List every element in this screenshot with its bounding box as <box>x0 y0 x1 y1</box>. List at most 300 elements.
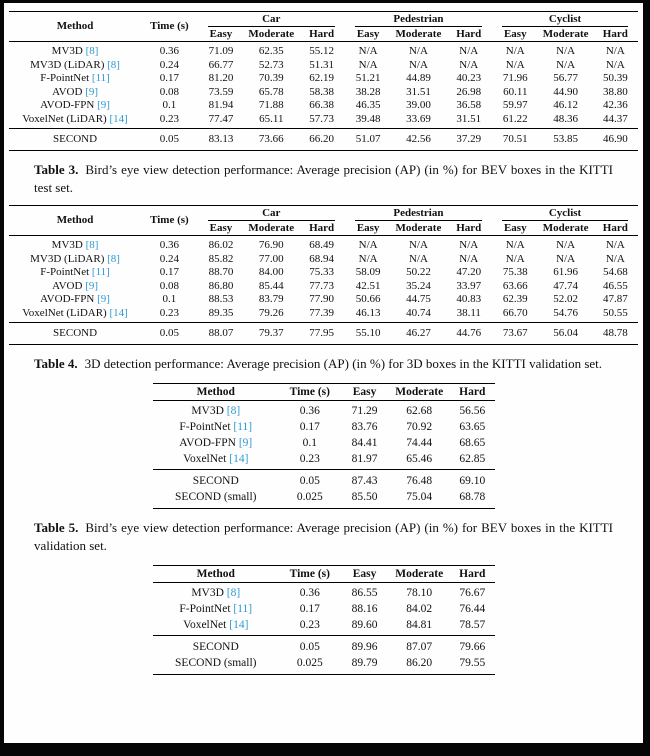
difficulty-header: Hard <box>309 28 335 40</box>
ap-value-cell: 75.33 <box>309 266 334 279</box>
ap-value-cell: N/A <box>505 45 525 57</box>
time-cell: 0.36 <box>159 239 180 252</box>
ap-value-cell: 55.10 <box>355 327 381 340</box>
ap-value-cell: 66.38 <box>309 99 334 111</box>
ap-value-cell: 75.04 <box>406 490 433 503</box>
method-name: AVOD-FPN <box>40 99 95 111</box>
citation-link[interactable]: [8] <box>85 45 99 57</box>
ap-value-cell: 68.49 <box>309 239 334 252</box>
results-table <box>9 11 638 151</box>
table-head <box>153 566 495 583</box>
ap-value-cell: N/A <box>408 45 428 57</box>
difficulty-header: Moderate <box>542 222 589 235</box>
second-result-row <box>9 323 638 345</box>
second-result-row <box>153 636 495 656</box>
baseline-rows <box>9 42 638 129</box>
citation-link[interactable]: [8] <box>85 239 99 252</box>
class-group-label: Cyclist <box>502 207 628 222</box>
ap-value-cell: 79.37 <box>258 327 284 340</box>
ap-value-cell: 85.44 <box>258 279 284 292</box>
method-cell <box>153 419 280 435</box>
ap-value-cell: 40.74 <box>406 306 431 319</box>
class-group-header <box>198 206 345 222</box>
time-cell: 0.24 <box>159 252 180 265</box>
citation-link[interactable]: [8] <box>107 252 120 265</box>
ap-value-cell: 63.66 <box>502 279 528 292</box>
method-cell <box>153 451 280 470</box>
ap-value-cell: 51.21 <box>355 72 381 84</box>
ap-value-cell: 81.97 <box>351 452 378 465</box>
ap-value-cell: N/A <box>556 45 576 57</box>
result-row <box>9 293 638 307</box>
ap-value-cell: 57.73 <box>309 112 334 125</box>
ap-value-cell: 89.35 <box>208 306 234 319</box>
second-result-row <box>153 655 495 675</box>
ap-value-cell: 39.48 <box>355 112 381 125</box>
difficulty-header: Easy <box>503 222 527 235</box>
method-cell <box>153 636 280 656</box>
method-name: AVOD <box>52 279 83 292</box>
ap-value-cell: N/A <box>408 58 428 71</box>
citation-link[interactable]: [9] <box>238 436 253 449</box>
ap-value-cell: 62.68 <box>406 404 433 417</box>
result-row <box>9 236 638 253</box>
ap-value-cell: 38.28 <box>355 85 381 98</box>
method-name: SECOND (small) <box>175 657 257 670</box>
ap-value-cell: 44.76 <box>456 327 482 340</box>
ap-value-cell: 52.02 <box>553 293 578 306</box>
ap-value-cell: N/A <box>459 252 479 265</box>
ap-value-cell: 85.50 <box>351 490 378 503</box>
baseline-rows <box>9 236 638 323</box>
ap-value-cell: N/A <box>358 58 378 71</box>
result-row <box>153 451 495 470</box>
ap-value-cell: 47.20 <box>456 266 482 279</box>
citation-link[interactable]: [8] <box>107 58 120 71</box>
baseline-rows <box>153 400 495 469</box>
method-cell <box>153 583 280 602</box>
time-cell: 0.36 <box>159 45 180 57</box>
method-name: VoxelNet <box>183 452 227 465</box>
ap-value-cell: 50.39 <box>602 72 628 84</box>
citation-link[interactable]: [8] <box>226 404 241 417</box>
ap-value-cell: 77.47 <box>208 112 234 125</box>
method-cell <box>9 112 141 129</box>
method-cell <box>9 279 141 293</box>
results-table <box>153 565 495 675</box>
ap-value-cell: 44.37 <box>602 112 628 125</box>
citation-link[interactable]: [14] <box>109 112 128 125</box>
ap-value-cell: N/A <box>505 58 525 71</box>
method-column-header: Method <box>196 385 235 398</box>
citation-link[interactable]: [14] <box>109 306 128 319</box>
difficulty-header: Moderate <box>395 28 442 40</box>
method-name: SECOND (small) <box>175 490 257 503</box>
difficulty-header: Easy <box>503 28 527 40</box>
time-cell: 0.23 <box>159 112 180 125</box>
time-column-header: Time (s) <box>289 385 330 398</box>
difficulty-header: Moderate <box>248 222 295 235</box>
method-name: MV3D <box>191 587 224 600</box>
ap-value-cell: 71.09 <box>208 45 234 57</box>
ap-value-cell: 47.87 <box>602 293 628 306</box>
ap-value-cell: 56.77 <box>553 72 578 84</box>
ap-value-cell: 77.95 <box>309 327 334 340</box>
ap-value-cell: N/A <box>459 239 479 252</box>
ap-value-cell: 58.09 <box>355 266 381 279</box>
difficulty-header: Easy <box>352 568 377 581</box>
caption-table-3 <box>34 161 613 199</box>
ap-value-cell: 37.29 <box>456 133 482 145</box>
result-row <box>153 617 495 636</box>
ap-value-cell: 65.78 <box>258 85 284 98</box>
class-group-header <box>345 12 492 28</box>
ap-value-cell: 89.79 <box>351 657 378 670</box>
result-row <box>9 85 638 99</box>
ap-value-cell: 36.58 <box>456 99 482 111</box>
second-result-row <box>9 129 638 151</box>
ap-value-cell: 76.67 <box>459 587 486 600</box>
difficulty-header: Hard <box>309 222 335 235</box>
ap-value-cell: 51.07 <box>355 133 381 145</box>
ap-value-cell: 38.11 <box>456 306 481 319</box>
method-cell <box>9 99 141 113</box>
citation-link[interactable]: [14] <box>229 619 249 632</box>
time-cell: 0.1 <box>302 436 317 449</box>
time-cell: 0.025 <box>296 657 323 670</box>
result-row <box>9 72 638 86</box>
difficulty-header: Easy <box>356 28 380 40</box>
time-cell: 0.05 <box>159 327 180 340</box>
class-group-label: Car <box>208 13 335 28</box>
ap-value-cell: 40.23 <box>456 72 482 84</box>
ap-value-cell: 61.96 <box>553 266 578 279</box>
result-row <box>9 42 638 59</box>
result-row <box>9 112 638 129</box>
result-row <box>9 58 638 72</box>
ap-value-cell: 86.20 <box>406 657 433 670</box>
method-name: AVOD <box>52 85 83 98</box>
class-group-label: Car <box>208 207 335 222</box>
method-cell <box>9 85 141 99</box>
header-row <box>153 383 495 400</box>
time-cell: 0.17 <box>159 72 180 84</box>
class-group-header <box>492 12 638 28</box>
table-bev-test-set <box>9 205 638 345</box>
time-cell: 0.23 <box>299 452 320 465</box>
ap-value-cell: 70.39 <box>258 72 284 84</box>
ap-value-cell: 71.96 <box>502 72 528 84</box>
ap-value-cell: N/A <box>408 239 428 252</box>
ap-value-cell: 55.12 <box>309 45 334 57</box>
ap-value-cell: 79.55 <box>459 657 486 670</box>
method-cell <box>153 489 280 509</box>
ap-value-cell: 75.38 <box>502 266 528 279</box>
caption-table-4 <box>34 355 613 374</box>
ap-value-cell: 46.55 <box>602 279 628 292</box>
method-cell <box>9 323 141 345</box>
ap-value-cell: 88.07 <box>208 327 234 340</box>
ap-value-cell: 73.67 <box>502 327 528 340</box>
ap-value-cell: N/A <box>505 239 525 252</box>
group-header-row <box>9 12 638 28</box>
citation-link[interactable]: [11] <box>233 420 253 433</box>
ap-value-cell: 63.65 <box>459 420 486 433</box>
difficulty-header: Hard <box>456 222 482 235</box>
time-cell: 0.17 <box>159 266 180 279</box>
ap-value-cell: 31.51 <box>456 112 482 125</box>
ap-value-cell: 44.89 <box>406 72 431 84</box>
difficulty-header: Hard <box>456 28 482 40</box>
time-cell: 0.05 <box>159 133 180 145</box>
citation-link[interactable]: [9] <box>97 293 110 306</box>
ap-value-cell: 47.74 <box>553 279 578 292</box>
method-name: MV3D <box>51 45 83 57</box>
ap-value-cell: 42.51 <box>355 279 381 292</box>
ap-value-cell: 76.44 <box>459 603 486 616</box>
time-cell: 0.05 <box>299 641 320 654</box>
method-cell <box>9 306 141 323</box>
ap-value-cell: 62.19 <box>309 72 334 84</box>
method-cell <box>153 469 280 489</box>
ap-value-cell: 62.35 <box>258 45 284 57</box>
ap-value-cell: N/A <box>505 252 525 265</box>
ap-value-cell: 83.13 <box>208 133 234 145</box>
ap-value-cell: 88.16 <box>351 603 378 616</box>
method-cell <box>9 252 141 266</box>
time-column-header: Time (s) <box>150 214 189 227</box>
second-result-row <box>153 469 495 489</box>
ap-value-cell: 71.88 <box>258 99 284 111</box>
ap-value-cell: 70.51 <box>502 133 528 145</box>
difficulty-header: Easy <box>356 222 380 235</box>
method-name: SECOND <box>192 474 239 487</box>
citation-link[interactable]: [8] <box>226 587 241 600</box>
method-column-header: Method <box>196 568 235 581</box>
time-cell: 0.05 <box>299 474 320 487</box>
ap-value-cell: N/A <box>556 252 576 265</box>
second-rows <box>153 636 495 675</box>
ap-value-cell: 65.46 <box>406 452 433 465</box>
ap-value-cell: 33.69 <box>406 112 431 125</box>
result-row <box>9 266 638 280</box>
ap-value-cell: 78.57 <box>459 619 486 632</box>
ap-value-cell: 46.90 <box>602 133 628 145</box>
result-row <box>153 435 495 451</box>
table-head <box>153 383 495 400</box>
ap-value-cell: 59.97 <box>502 99 528 111</box>
ap-value-cell: 81.94 <box>208 99 234 111</box>
table-head <box>9 12 638 42</box>
class-group-label: Pedestrian <box>355 207 482 222</box>
method-name: MV3D <box>191 404 224 417</box>
method-cell <box>9 42 141 59</box>
result-row <box>153 583 495 602</box>
ap-value-cell: 52.73 <box>258 58 284 71</box>
ap-value-cell: 56.04 <box>553 327 578 340</box>
ap-value-cell: 53.85 <box>553 133 578 145</box>
second-rows <box>9 323 638 345</box>
ap-value-cell: 42.56 <box>406 133 431 145</box>
method-name: MV3D <box>51 239 83 252</box>
caption-table-5 <box>34 519 613 557</box>
ap-value-cell: 84.00 <box>258 266 284 279</box>
method-cell <box>9 72 141 86</box>
ap-value-cell: 77.00 <box>258 252 284 265</box>
ap-value-cell: N/A <box>408 252 428 265</box>
difficulty-header: Hard <box>602 28 628 40</box>
caption-text: Bird’s eye view detection performance: Average precision (AP) (in %) for BEV boxes in the KITTI test set. <box>34 161 614 196</box>
ap-value-cell: 56.56 <box>459 404 486 417</box>
caption-text: Bird’s eye view detection performance: Average precision (AP) (in %) for BEV boxes in the KITTI validation set. <box>34 519 614 554</box>
difficulty-header: Moderate <box>395 385 444 398</box>
ap-value-cell: 62.85 <box>459 452 486 465</box>
time-column-header: Time (s) <box>289 568 330 581</box>
ap-value-cell: 78.10 <box>406 587 433 600</box>
caption-label: Table 5. <box>34 519 79 535</box>
ap-value-cell: 39.00 <box>406 99 431 111</box>
ap-value-cell: 51.31 <box>309 58 334 71</box>
difficulty-header: Hard <box>459 568 486 581</box>
ap-value-cell: 62.39 <box>502 293 528 306</box>
ap-value-cell: 44.90 <box>553 85 578 98</box>
citation-link[interactable]: [11] <box>91 266 110 279</box>
ap-value-cell: N/A <box>605 45 625 57</box>
class-group-header <box>492 206 638 222</box>
ap-value-cell: N/A <box>556 239 576 252</box>
ap-value-cell: N/A <box>459 45 479 57</box>
ap-value-cell: 42.36 <box>602 99 628 111</box>
method-name: F-PointNet <box>40 266 90 279</box>
table-head <box>9 206 638 236</box>
ap-value-cell: 69.10 <box>459 474 486 487</box>
second-rows <box>9 129 638 151</box>
time-cell: 0.36 <box>299 404 320 417</box>
citation-link[interactable]: [9] <box>97 99 110 111</box>
citation-link[interactable]: [11] <box>91 72 110 84</box>
citation-link[interactable]: [14] <box>229 452 249 465</box>
ap-value-cell: 79.66 <box>459 641 486 654</box>
ap-value-cell: 86.80 <box>208 279 234 292</box>
method-name: MV3D (LiDAR) <box>30 252 105 265</box>
ap-value-cell: 74.44 <box>406 436 433 449</box>
method-column-header: Method <box>56 214 94 227</box>
time-cell: 0.17 <box>299 603 320 616</box>
table-3d-validation-set <box>4 383 643 509</box>
ap-value-cell: 86.55 <box>351 587 378 600</box>
ap-value-cell: 88.53 <box>208 293 234 306</box>
ap-value-cell: 66.70 <box>502 306 528 319</box>
result-row <box>153 419 495 435</box>
group-header-row <box>9 206 638 222</box>
class-group-label: Pedestrian <box>355 13 482 28</box>
ap-value-cell: 84.41 <box>351 436 378 449</box>
ap-value-cell: 87.07 <box>406 641 433 654</box>
ap-value-cell: 48.78 <box>602 327 628 340</box>
ap-value-cell: N/A <box>358 239 378 252</box>
ap-value-cell: 65.11 <box>259 112 284 125</box>
ap-value-cell: 46.35 <box>355 99 381 111</box>
ap-value-cell: 77.90 <box>309 293 334 306</box>
class-group-label: Cyclist <box>502 13 628 28</box>
result-row <box>153 601 495 617</box>
method-cell <box>153 400 280 419</box>
method-name: F-PointNet <box>179 420 231 433</box>
method-name: SECOND <box>192 641 239 654</box>
ap-value-cell: 46.27 <box>406 327 431 340</box>
time-cell: 0.24 <box>159 58 180 71</box>
ap-value-cell: 87.43 <box>351 474 378 487</box>
ap-value-cell: 76.48 <box>406 474 433 487</box>
ap-value-cell: 46.12 <box>553 99 578 111</box>
method-name: AVOD-FPN <box>179 436 236 449</box>
ap-value-cell: 68.94 <box>309 252 334 265</box>
citation-link[interactable]: [9] <box>85 85 99 98</box>
method-name: F-PointNet <box>40 72 90 84</box>
table-bev-validation-set <box>4 565 643 675</box>
document-page <box>4 3 643 743</box>
difficulty-header: Hard <box>459 385 486 398</box>
ap-value-cell: 31.51 <box>406 85 431 98</box>
method-cell <box>153 601 280 617</box>
ap-value-cell: 60.11 <box>503 85 528 98</box>
time-column-header: Time (s) <box>150 20 189 33</box>
citation-link[interactable]: [9] <box>85 279 99 292</box>
results-table <box>153 383 495 509</box>
ap-value-cell: 50.55 <box>602 306 628 319</box>
ap-value-cell: 73.59 <box>208 85 234 98</box>
ap-value-cell: N/A <box>459 58 479 71</box>
difficulty-header: Moderate <box>395 568 444 581</box>
ap-value-cell: 83.76 <box>351 420 378 433</box>
method-cell <box>9 266 141 280</box>
result-row <box>9 99 638 113</box>
header-row <box>153 566 495 583</box>
time-cell: 0.23 <box>159 306 180 319</box>
ap-value-cell: 61.22 <box>502 112 528 125</box>
ap-value-cell: 83.79 <box>258 293 284 306</box>
ap-value-cell: 50.22 <box>406 266 431 279</box>
time-cell: 0.1 <box>162 99 177 111</box>
ap-value-cell: 68.65 <box>459 436 486 449</box>
ap-value-cell: 54.68 <box>602 266 628 279</box>
method-name: SECOND <box>53 133 98 145</box>
ap-value-cell: 44.75 <box>406 293 431 306</box>
results-table <box>9 205 638 345</box>
ap-value-cell: 66.77 <box>208 58 234 71</box>
ap-value-cell: 40.83 <box>456 293 482 306</box>
ap-value-cell: N/A <box>358 252 378 265</box>
citation-link[interactable]: [11] <box>233 603 253 616</box>
difficulty-header: Moderate <box>248 28 295 40</box>
ap-value-cell: 76.90 <box>258 239 284 252</box>
ap-value-cell: 46.13 <box>355 306 381 319</box>
ap-value-cell: 50.66 <box>355 293 381 306</box>
time-cell: 0.17 <box>299 420 320 433</box>
method-name: F-PointNet <box>179 603 231 616</box>
method-name: VoxelNet (LiDAR) <box>22 306 107 319</box>
ap-value-cell: 58.38 <box>309 85 334 98</box>
ap-value-cell: 73.66 <box>258 133 284 145</box>
ap-value-cell: N/A <box>358 45 378 57</box>
caption-label: Table 4. <box>34 355 78 371</box>
difficulty-header: Moderate <box>542 28 589 40</box>
ap-value-cell: 81.20 <box>208 72 234 84</box>
caption-label: Table 3. <box>34 161 79 177</box>
result-row <box>9 252 638 266</box>
method-cell <box>9 129 141 151</box>
difficulty-header: Hard <box>602 222 628 235</box>
